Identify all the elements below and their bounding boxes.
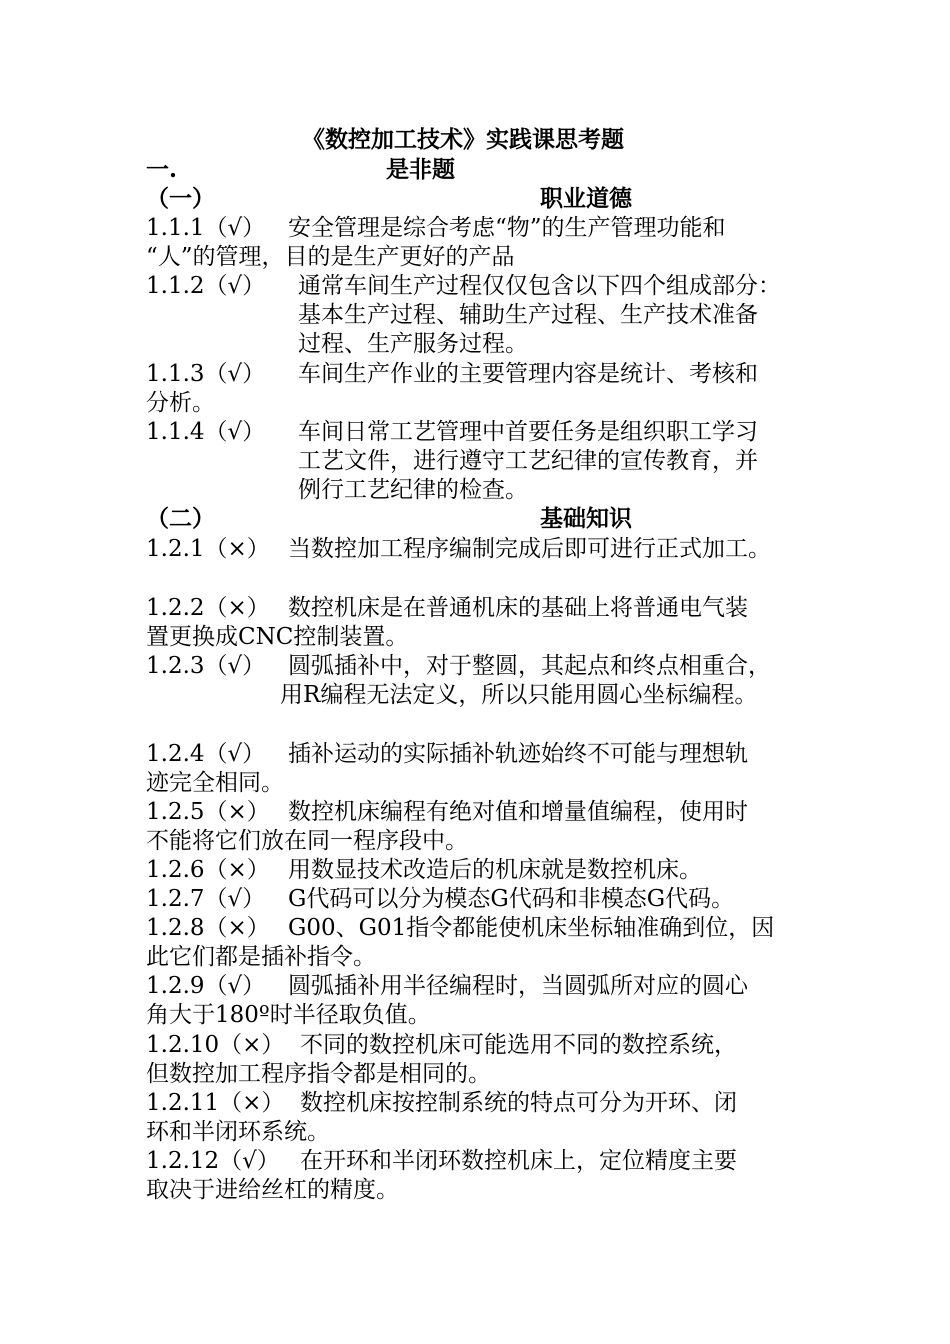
- item-id: 1.2.5（×）: [146, 799, 270, 825]
- item-text: 不同的数控机床可能选用不同的数控系统，: [300, 1032, 737, 1058]
- item-id: 1.1.4（√）: [146, 419, 266, 445]
- item-text: 环和半闭环系统。: [146, 1119, 330, 1145]
- item-text: “人”的管理，目的是生产更好的产品: [146, 244, 515, 270]
- item-text: 圆弧插补中，对于整圆，其起点和终点相重合，: [288, 653, 771, 679]
- item-text: 车间日常工艺管理中首要任务是组织职工学习: [298, 419, 758, 445]
- item-text: 此它们都是插补指令。: [146, 944, 376, 970]
- document-title: 《数控加工技术》实践课思考题: [302, 126, 624, 153]
- item-text: 数控机床是在普通机床的基础上将普通电气装: [288, 595, 748, 621]
- item-id: 1.2.2（×）: [146, 595, 270, 621]
- item-text: 通常车间生产过程仅仅包含以下四个组成部分：: [298, 273, 781, 299]
- item-text: 数控机床按控制系统的特点可分为开环、闭: [300, 1090, 737, 1116]
- item-text: 置更换成CNC控制装置。: [146, 624, 409, 650]
- section-number: 一.: [146, 156, 178, 183]
- item-text: 取决于进给丝杠的精度。: [146, 1177, 399, 1203]
- item-text: 安全管理是综合考虑“物”的生产管理功能和: [288, 215, 726, 241]
- item-text: 迹完全相同。: [146, 770, 284, 796]
- item-id: 1.2.12（√）: [146, 1148, 280, 1174]
- item-id: 1.2.10（×）: [146, 1032, 285, 1058]
- item-text: 例行工艺纪律的检查。: [298, 477, 528, 503]
- item-text: 分析。: [146, 390, 215, 416]
- item-id: 1.2.4（√）: [146, 741, 266, 767]
- subsection-label: 职业道德: [540, 185, 632, 212]
- item-text: 数控机床编程有绝对值和增量值编程，使用时: [288, 799, 748, 825]
- item-id: 1.1.2（√）: [146, 273, 266, 299]
- item-text: 圆弧插补用半径编程时，当圆弧所对应的圆心: [288, 973, 748, 999]
- section-label: 是非题: [386, 156, 455, 183]
- subsection-number: （一）: [146, 185, 215, 212]
- subsection-label: 基础知识: [540, 505, 632, 532]
- item-id: 1.2.11（×）: [146, 1090, 285, 1116]
- item-id: 1.2.6（×）: [146, 857, 270, 883]
- item-text: G00、G01指令都能使机床坐标轴准确到位，因: [288, 915, 775, 941]
- item-id: 1.2.9（√）: [146, 973, 266, 999]
- item-text: 插补运动的实际插补轨迹始终不可能与理想轨: [288, 741, 748, 767]
- item-text: 但数控加工程序指令都是相同的。: [146, 1061, 491, 1087]
- item-text: G代码可以分为模态G代码和非模态G代码。: [288, 886, 735, 912]
- item-id: 1.2.3（√）: [146, 653, 266, 679]
- item-text: 车间生产作业的主要管理内容是统计、考核和: [298, 361, 758, 387]
- item-text: 过程、生产服务过程。: [298, 331, 528, 357]
- item-id: 1.2.7（√）: [146, 886, 266, 912]
- item-text: 角大于180º时半径取负值。: [146, 1002, 431, 1028]
- item-text: 不能将它们放在同一程序段中。: [146, 828, 468, 854]
- item-text: 当数控加工程序编制完成后即可进行正式加工。: [288, 536, 771, 562]
- item-id: 1.2.1（×）: [146, 536, 270, 562]
- item-text: 在开环和半闭环数控机床上，定位精度主要: [300, 1148, 737, 1174]
- item-text: 基本生产过程、辅助生产过程、生产技术准备: [298, 302, 758, 328]
- item-text: 用R编程无法定义，所以只能用圆心坐标编程。: [280, 682, 758, 708]
- item-text: 用数显技术改造后的机床就是数控机床。: [288, 857, 702, 883]
- item-id: 1.1.3（√）: [146, 361, 266, 387]
- subsection-number: （二）: [146, 505, 215, 532]
- item-text: 工艺文件，进行遵守工艺纪律的宣传教育，并: [298, 448, 758, 474]
- item-id: 1.2.8（×）: [146, 915, 270, 941]
- item-id: 1.1.1（√）: [146, 215, 266, 241]
